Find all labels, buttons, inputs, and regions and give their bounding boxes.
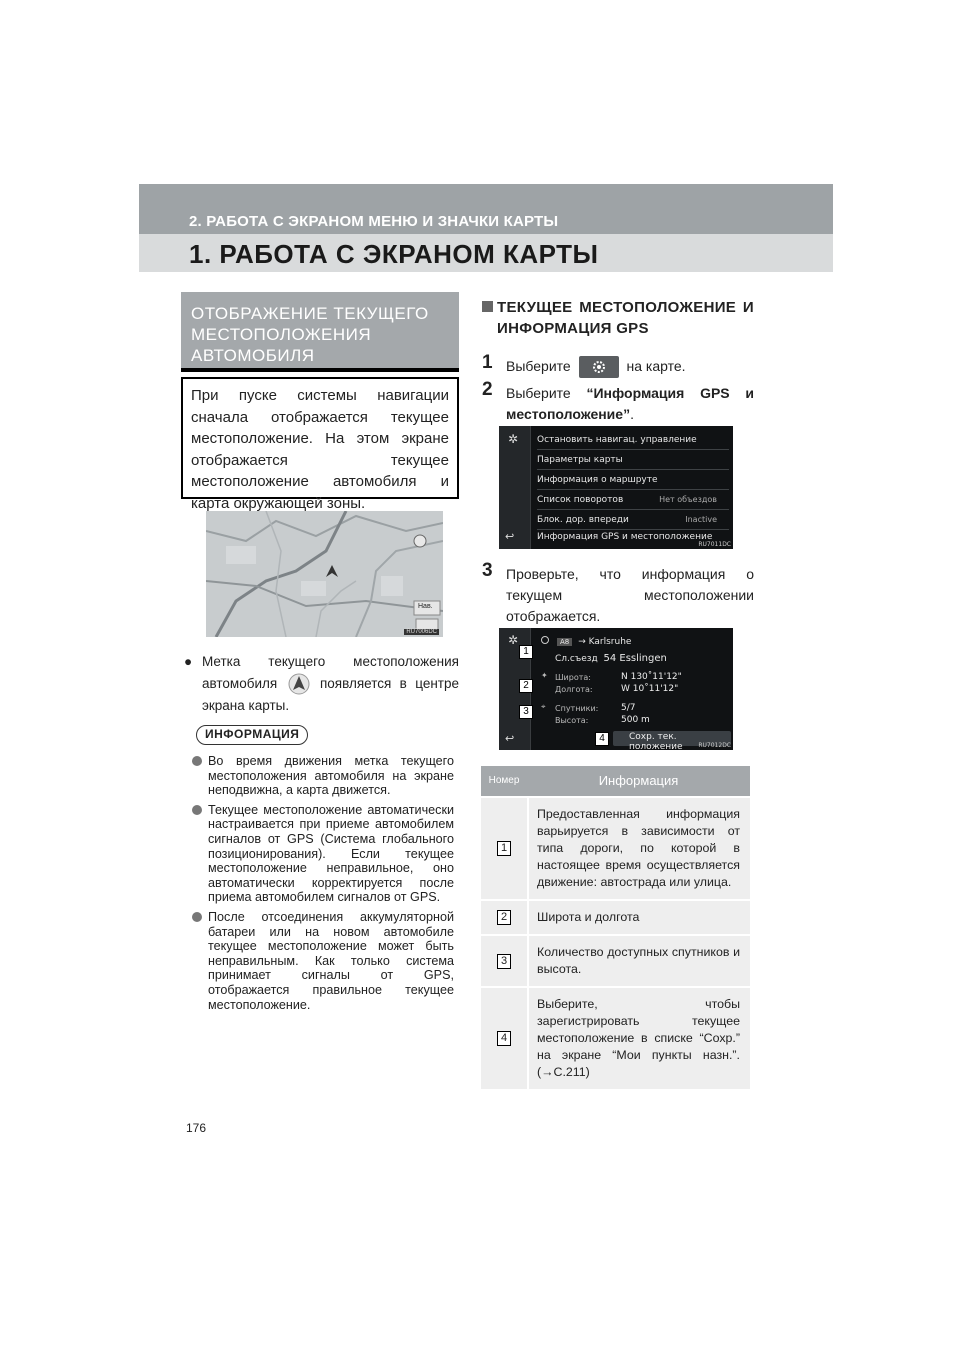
left-heading-line: МЕСТОПОЛОЖЕНИЯ — [191, 325, 372, 344]
info-list — [192, 754, 454, 1017]
current-position-icon — [286, 673, 312, 695]
satellites-value: 5/7 — [621, 703, 636, 713]
callout-4: 4 — [595, 732, 609, 746]
gps-info-screenshot — [499, 628, 733, 750]
row-number: 1 — [497, 841, 511, 856]
page-header — [139, 184, 833, 272]
menu-item: Информация GPS и местоположение — [537, 532, 713, 542]
altitude-value: 500 m — [621, 715, 650, 725]
map-drawing — [206, 511, 443, 637]
screen-code: RU7011DC — [698, 541, 731, 548]
bullet-dot-icon — [192, 805, 202, 815]
menu-screenshot — [499, 426, 733, 549]
table-row — [481, 796, 750, 899]
menu-item: Список поворотов Нет объездов — [537, 490, 729, 510]
section-title: 1. РАБОТА С ЭКРАНОМ КАРТЫ — [189, 239, 599, 269]
info-item: Во время движения метка текущего местоположения автомобиля на экране неподвижна, а карта движется. — [192, 754, 454, 798]
latitude-value: N 130˚11'12" — [621, 672, 682, 682]
menu-item: Параметры карты — [537, 450, 729, 470]
info-item: Текущее местоположение автоматически настраивается при приеме автомобилем сигналов от GPS (Система глобального позиционирования). Если текущее местоположение неправильное, оно автоматически корректируется после приема автомобилем сигналов от GPS. — [192, 803, 454, 905]
bullet-dot-icon — [192, 756, 202, 766]
left-heading — [181, 292, 459, 372]
compass-icon — [541, 636, 549, 644]
screen-sidebar — [499, 426, 531, 549]
bullet-text-before: Метка текущего местоположения автомобиля — [202, 654, 459, 691]
gear-icon — [579, 356, 619, 378]
back-icon: ↩ — [505, 530, 515, 543]
step-3: 3 Проверьте, что информация о текущем местоположении отображается. — [482, 560, 754, 624]
header-number: Номер — [488, 775, 520, 786]
row-number: 4 — [497, 1031, 511, 1046]
map-image-code: RU7006DC — [406, 629, 437, 635]
menu-item: Блок. дор. впереди Inactive — [537, 510, 729, 530]
row-text: Предоставленная информация варьируется в зависимости от типа дороги, по которой в настоящее время осуществляется движение: автострада или улица. — [527, 798, 750, 899]
back-icon: ↩ — [505, 732, 515, 745]
menu-item-reference: “Информация GPS и местоположение” — [506, 385, 755, 422]
road-row: A8 → Karlsruhe — [541, 636, 631, 647]
longitude-label: Долгота: — [555, 685, 593, 694]
row-text: Выберите, чтобы зарегистрировать текущее местоположение в списке “Сохр.” на экране “Мои пункты назн.”. (→С.211) — [527, 988, 750, 1089]
header-info: Информация — [598, 773, 679, 788]
satellites-label: Спутники: — [555, 704, 599, 713]
map-screenshot — [206, 511, 443, 637]
left-heading-line: ОТОБРАЖЕНИЕ ТЕКУЩЕГО — [191, 304, 429, 323]
save-position-button: Сохр. тек. положение — [613, 731, 731, 746]
intro-text: При пуске системы навигации сначала отображается текущее местоположение. На этом экране отображается текущее местоположение автомобиля и карта окружающей зоны. — [181, 377, 459, 499]
row-number: 2 — [497, 910, 511, 925]
map-nav-button: Нав. — [418, 603, 433, 610]
gear-icon: ✲ — [508, 633, 519, 647]
callout-3: 3 — [519, 705, 533, 719]
chapter-title: 2. РАБОТА С ЭКРАНОМ МЕНЮ И ЗНАЧКИ КАРТЫ — [189, 213, 559, 230]
table-header — [481, 766, 750, 796]
bullet-current-position — [184, 651, 459, 717]
table-row — [481, 986, 750, 1089]
menu-item: Остановить навигац. управление — [537, 430, 729, 450]
bullet-dot: ● — [184, 654, 193, 669]
satellite-icon: ⌖ — [541, 702, 546, 711]
info-table — [481, 766, 750, 1089]
longitude-value: W 10˚11'12" — [621, 684, 679, 694]
step-1: 1 Выберите на карте. — [482, 356, 754, 378]
exit-row: Сл.съезд 54 Esslingen — [555, 653, 667, 664]
screen-code: RU7012DC — [698, 742, 731, 749]
right-heading: ТЕКУЩЕЕ МЕСТОПОЛОЖЕНИЕ И ИНФОРМАЦИЯ GPS — [482, 297, 754, 339]
info-item: После отсоединения аккумуляторной батареи или на новом автомобиле текущее местоположение может быть неправильным. Как только система принимает сигналы от GPS, отображается правильное текущее местоположение. — [192, 910, 454, 1012]
callout-2: 2 — [519, 679, 533, 693]
menu-item: Информация о маршруте — [537, 470, 729, 490]
latitude-label: Широта: — [555, 673, 591, 682]
row-text: Широта и долгота — [527, 901, 750, 934]
location-pin-icon: ✦ — [541, 671, 548, 680]
square-bullet-icon — [482, 301, 493, 312]
altitude-label: Высота: — [555, 716, 589, 725]
bullet-text-after: появляется в центре экрана карты. — [202, 676, 459, 714]
row-text: Количество доступных спутников и высота. — [527, 936, 750, 986]
table-row — [481, 934, 750, 986]
step-number: 1 — [482, 352, 493, 373]
table-row — [481, 899, 750, 934]
left-heading-line: АВТОМОБИЛЯ — [191, 346, 315, 365]
info-tag: ИНФОРМАЦИЯ — [196, 725, 308, 745]
step-number: 2 — [482, 379, 493, 400]
step-2: 2 Выберите “Информация GPS и местоположение”. — [482, 379, 755, 422]
step-number: 3 — [482, 560, 493, 581]
page-number: 176 — [186, 1121, 207, 1135]
callout-1: 1 — [519, 645, 533, 659]
bullet-dot-icon — [192, 912, 202, 922]
row-number: 3 — [497, 954, 511, 969]
gear-icon: ✲ — [508, 432, 519, 446]
